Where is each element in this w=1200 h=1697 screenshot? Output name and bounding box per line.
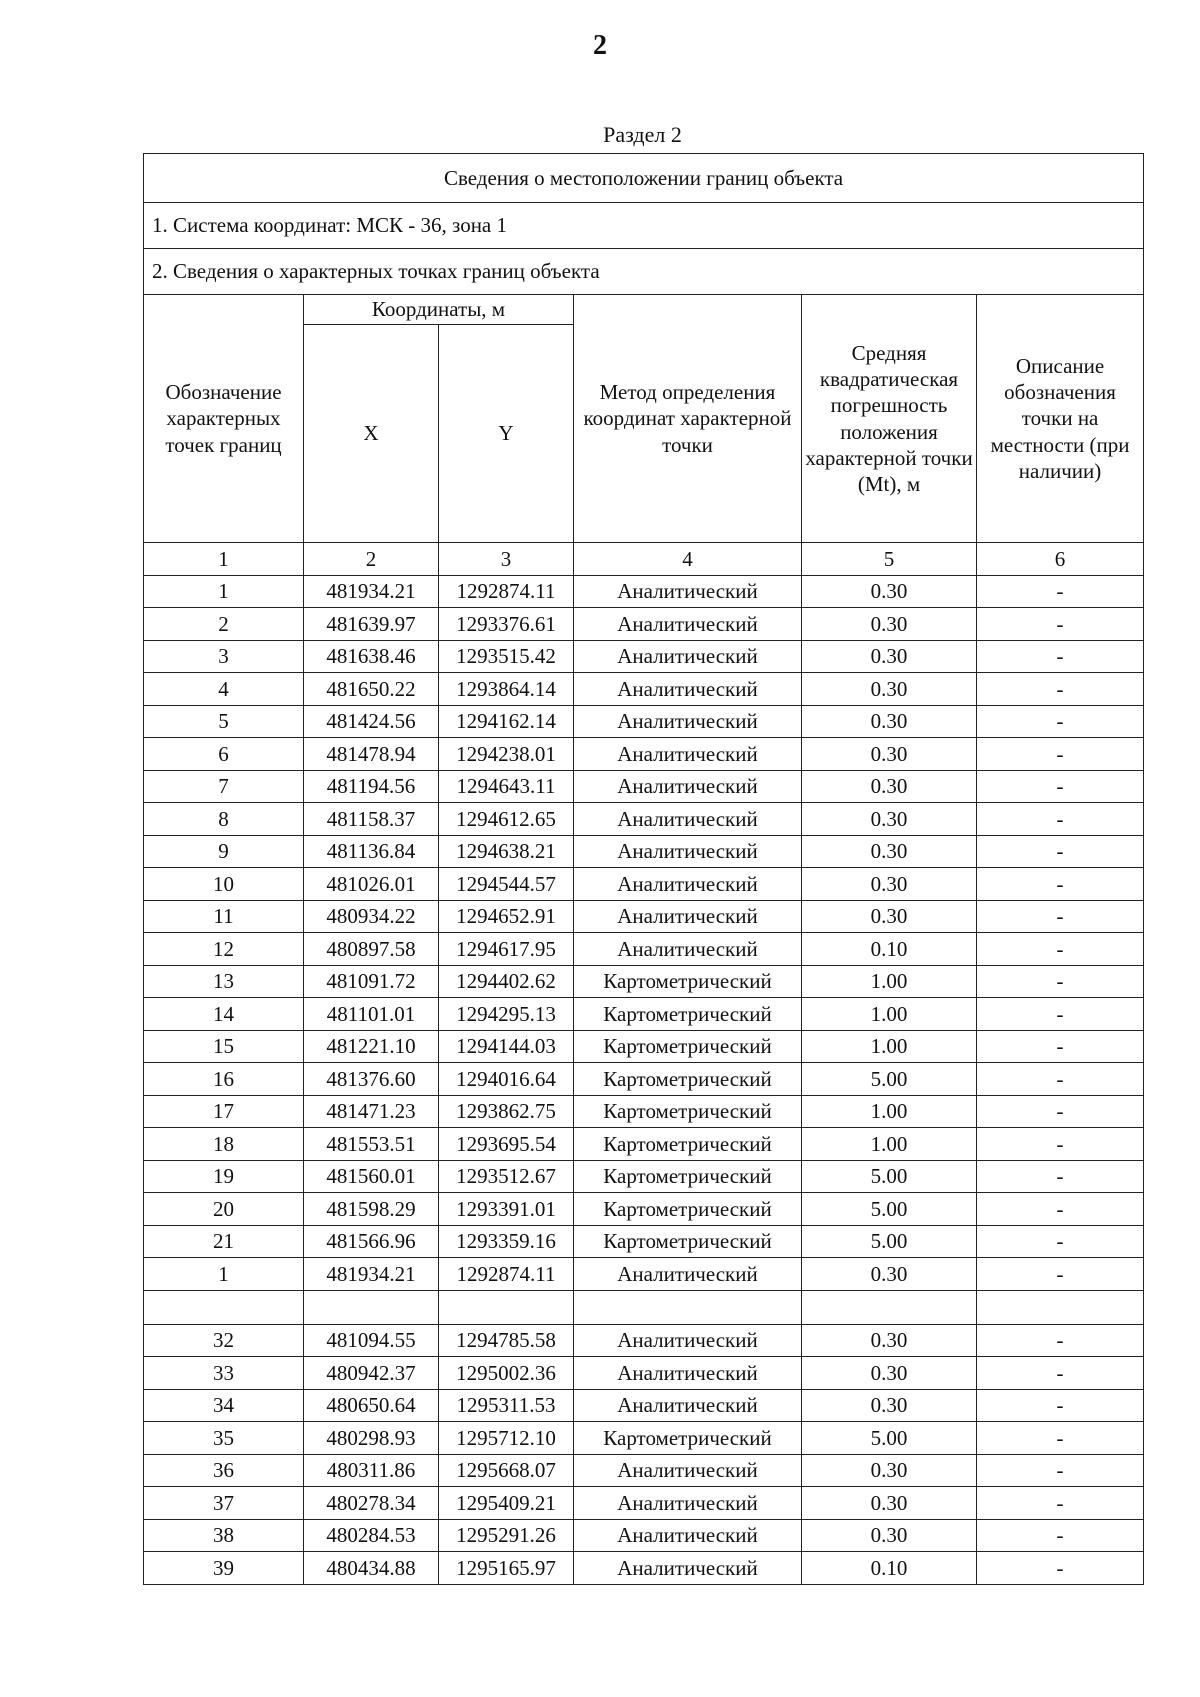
description-cell: - bbox=[977, 1552, 1144, 1585]
coord-y-cell: 1295291.26 bbox=[439, 1519, 574, 1552]
coordinate-system-text: 1. Система координат: МСК - 36, зона 1 bbox=[152, 213, 508, 238]
error-cell: 1.00 bbox=[802, 1128, 977, 1161]
coord-y-cell: 1295712.10 bbox=[439, 1422, 574, 1455]
point-id-cell: 33 bbox=[144, 1357, 304, 1390]
empty-cell bbox=[977, 1290, 1144, 1324]
header-designation: Обозначение характерных точек границ bbox=[144, 295, 304, 543]
separator-row bbox=[144, 1290, 1144, 1324]
description-cell: - bbox=[977, 770, 1144, 803]
coord-y-cell: 1294643.11 bbox=[439, 770, 574, 803]
table-row bbox=[144, 1225, 1144, 1258]
method-cell: Аналитический bbox=[574, 1324, 802, 1357]
error-cell: 0.30 bbox=[802, 640, 977, 673]
description-cell: - bbox=[977, 1063, 1144, 1096]
error-cell: 0.30 bbox=[802, 1389, 977, 1422]
point-id-cell: 32 bbox=[144, 1324, 304, 1357]
coord-y-cell: 1294162.14 bbox=[439, 705, 574, 738]
coord-x-cell: 480434.88 bbox=[304, 1552, 439, 1585]
header-error: Средняя квадратическая погрешность положения характерной точки (Mt), м bbox=[802, 295, 977, 543]
method-cell: Аналитический bbox=[574, 933, 802, 966]
empty-cell bbox=[439, 1290, 574, 1324]
method-cell: Аналитический bbox=[574, 673, 802, 706]
error-cell: 5.00 bbox=[802, 1422, 977, 1455]
coord-x-cell: 481221.10 bbox=[304, 1030, 439, 1063]
table-row bbox=[144, 803, 1144, 836]
description-cell: - bbox=[977, 1422, 1144, 1455]
point-id-cell: 16 bbox=[144, 1063, 304, 1096]
empty-cell bbox=[574, 1290, 802, 1324]
coord-y-cell: 1293359.16 bbox=[439, 1225, 574, 1258]
method-cell: Аналитический bbox=[574, 868, 802, 901]
column-number: 5 bbox=[802, 543, 977, 576]
table-row bbox=[144, 1487, 1144, 1520]
error-cell: 1.00 bbox=[802, 965, 977, 998]
table-row bbox=[144, 575, 1144, 608]
description-cell: - bbox=[977, 705, 1144, 738]
description-cell: - bbox=[977, 673, 1144, 706]
description-cell: - bbox=[977, 640, 1144, 673]
description-cell: - bbox=[977, 803, 1144, 836]
coord-x-cell: 480897.58 bbox=[304, 933, 439, 966]
description-cell: - bbox=[977, 575, 1144, 608]
error-cell: 0.10 bbox=[802, 1552, 977, 1585]
table-row bbox=[144, 868, 1144, 901]
coord-y-cell: 1294652.91 bbox=[439, 900, 574, 933]
error-cell: 0.30 bbox=[802, 608, 977, 641]
coord-x-cell: 480934.22 bbox=[304, 900, 439, 933]
coord-y-cell: 1295311.53 bbox=[439, 1389, 574, 1422]
method-cell: Картометрический bbox=[574, 1160, 802, 1193]
point-id-cell: 34 bbox=[144, 1389, 304, 1422]
table-row bbox=[144, 1324, 1144, 1357]
coord-x-cell: 481639.97 bbox=[304, 608, 439, 641]
method-cell: Картометрический bbox=[574, 1128, 802, 1161]
error-cell: 0.30 bbox=[802, 1324, 977, 1357]
coord-y-cell: 1293376.61 bbox=[439, 608, 574, 641]
coord-y-cell: 1294144.03 bbox=[439, 1030, 574, 1063]
coord-y-cell: 1294638.21 bbox=[439, 835, 574, 868]
coord-x-cell: 481194.56 bbox=[304, 770, 439, 803]
table-row bbox=[144, 900, 1144, 933]
table-row bbox=[144, 1422, 1144, 1455]
table-row bbox=[144, 1552, 1144, 1585]
table-row bbox=[144, 1160, 1144, 1193]
error-cell: 0.30 bbox=[802, 1357, 977, 1390]
error-cell: 1.00 bbox=[802, 1030, 977, 1063]
point-id-cell: 9 bbox=[144, 835, 304, 868]
description-cell: - bbox=[977, 738, 1144, 771]
method-cell: Картометрический bbox=[574, 998, 802, 1031]
method-cell: Аналитический bbox=[574, 608, 802, 641]
description-cell: - bbox=[977, 868, 1144, 901]
table-row bbox=[144, 1193, 1144, 1226]
coord-y-cell: 1293695.54 bbox=[439, 1128, 574, 1161]
coord-x-cell: 481026.01 bbox=[304, 868, 439, 901]
table-row bbox=[144, 933, 1144, 966]
error-cell: 0.30 bbox=[802, 575, 977, 608]
method-cell: Картометрический bbox=[574, 1030, 802, 1063]
coord-x-cell: 481136.84 bbox=[304, 835, 439, 868]
method-cell: Аналитический bbox=[574, 1357, 802, 1390]
error-cell: 0.30 bbox=[802, 900, 977, 933]
point-id-cell: 39 bbox=[144, 1552, 304, 1585]
method-cell: Аналитический bbox=[574, 1258, 802, 1291]
boundary-points-table bbox=[143, 153, 1144, 1585]
point-id-cell: 2 bbox=[144, 608, 304, 641]
method-cell: Аналитический bbox=[574, 1487, 802, 1520]
point-id-cell: 3 bbox=[144, 640, 304, 673]
description-cell: - bbox=[977, 1193, 1144, 1226]
coord-x-cell: 481598.29 bbox=[304, 1193, 439, 1226]
method-cell: Аналитический bbox=[574, 1552, 802, 1585]
coord-x-cell: 481638.46 bbox=[304, 640, 439, 673]
description-cell: - bbox=[977, 1258, 1144, 1291]
coord-y-cell: 1293864.14 bbox=[439, 673, 574, 706]
error-cell: 0.30 bbox=[802, 1519, 977, 1552]
table-row bbox=[144, 1030, 1144, 1063]
description-cell: - bbox=[977, 1160, 1144, 1193]
table-row bbox=[144, 1095, 1144, 1128]
method-cell: Картометрический bbox=[574, 1225, 802, 1258]
coord-x-cell: 480284.53 bbox=[304, 1519, 439, 1552]
point-id-cell: 35 bbox=[144, 1422, 304, 1455]
coord-x-cell: 481553.51 bbox=[304, 1128, 439, 1161]
coord-y-cell: 1294785.58 bbox=[439, 1324, 574, 1357]
point-id-cell: 19 bbox=[144, 1160, 304, 1193]
method-cell: Аналитический bbox=[574, 900, 802, 933]
method-cell: Картометрический bbox=[574, 1422, 802, 1455]
column-number: 6 bbox=[977, 543, 1144, 576]
coord-x-cell: 480942.37 bbox=[304, 1357, 439, 1390]
coord-x-cell: 481478.94 bbox=[304, 738, 439, 771]
empty-cell bbox=[304, 1290, 439, 1324]
description-cell: - bbox=[977, 933, 1144, 966]
error-cell: 0.30 bbox=[802, 803, 977, 836]
column-numbers-row bbox=[144, 543, 1144, 576]
coord-y-cell: 1295002.36 bbox=[439, 1357, 574, 1390]
column-number: 3 bbox=[439, 543, 574, 576]
table-row bbox=[144, 1357, 1144, 1390]
description-cell: - bbox=[977, 998, 1144, 1031]
error-cell: 1.00 bbox=[802, 998, 977, 1031]
empty-cell bbox=[144, 1290, 304, 1324]
point-id-cell: 21 bbox=[144, 1225, 304, 1258]
error-cell: 0.30 bbox=[802, 770, 977, 803]
coord-y-cell: 1293512.67 bbox=[439, 1160, 574, 1193]
table-row bbox=[144, 770, 1144, 803]
method-cell: Аналитический bbox=[574, 770, 802, 803]
section-label: Раздел 2 bbox=[603, 122, 682, 147]
method-cell: Аналитический bbox=[574, 803, 802, 836]
table-row bbox=[144, 738, 1144, 771]
table-row bbox=[144, 1063, 1144, 1096]
error-cell: 0.10 bbox=[802, 933, 977, 966]
error-cell: 0.30 bbox=[802, 1258, 977, 1291]
table-row bbox=[144, 998, 1144, 1031]
coord-y-cell: 1294295.13 bbox=[439, 998, 574, 1031]
description-cell: - bbox=[977, 1128, 1144, 1161]
method-cell: Картометрический bbox=[574, 1063, 802, 1096]
coord-x-cell: 481094.55 bbox=[304, 1324, 439, 1357]
coord-y-cell: 1294612.65 bbox=[439, 803, 574, 836]
coord-y-cell: 1293515.42 bbox=[439, 640, 574, 673]
method-cell: Аналитический bbox=[574, 1519, 802, 1552]
point-id-cell: 1 bbox=[144, 1258, 304, 1291]
description-cell: - bbox=[977, 1487, 1144, 1520]
description-cell: - bbox=[977, 1225, 1144, 1258]
error-cell: 0.30 bbox=[802, 835, 977, 868]
description-cell: - bbox=[977, 1095, 1144, 1128]
coord-y-cell: 1294617.95 bbox=[439, 933, 574, 966]
column-number: 1 bbox=[144, 543, 304, 576]
coord-x-cell: 481566.96 bbox=[304, 1225, 439, 1258]
column-number: 2 bbox=[304, 543, 439, 576]
error-cell: 5.00 bbox=[802, 1225, 977, 1258]
method-cell: Аналитический bbox=[574, 705, 802, 738]
point-id-cell: 12 bbox=[144, 933, 304, 966]
header-x: X bbox=[304, 325, 439, 543]
coord-x-cell: 480278.34 bbox=[304, 1487, 439, 1520]
point-id-cell: 18 bbox=[144, 1128, 304, 1161]
coord-y-cell: 1295165.97 bbox=[439, 1552, 574, 1585]
description-cell: - bbox=[977, 965, 1144, 998]
point-id-cell: 14 bbox=[144, 998, 304, 1031]
description-cell: - bbox=[977, 1357, 1144, 1390]
description-cell: - bbox=[977, 1324, 1144, 1357]
description-cell: - bbox=[977, 1030, 1144, 1063]
description-cell: - bbox=[977, 608, 1144, 641]
header-y: Y bbox=[439, 325, 574, 543]
method-cell: Аналитический bbox=[574, 640, 802, 673]
coord-x-cell: 480650.64 bbox=[304, 1389, 439, 1422]
point-id-cell: 11 bbox=[144, 900, 304, 933]
error-cell: 5.00 bbox=[802, 1193, 977, 1226]
table-row bbox=[144, 673, 1144, 706]
point-id-cell: 1 bbox=[144, 575, 304, 608]
table-row bbox=[144, 608, 1144, 641]
column-number: 4 bbox=[574, 543, 802, 576]
method-cell: Аналитический bbox=[574, 1454, 802, 1487]
table-row bbox=[144, 965, 1144, 998]
coord-x-cell: 480298.93 bbox=[304, 1422, 439, 1455]
coord-x-cell: 481934.21 bbox=[304, 575, 439, 608]
coord-y-cell: 1294544.57 bbox=[439, 868, 574, 901]
description-cell: - bbox=[977, 900, 1144, 933]
point-id-cell: 6 bbox=[144, 738, 304, 771]
coord-y-cell: 1295668.07 bbox=[439, 1454, 574, 1487]
error-cell: 5.00 bbox=[802, 1160, 977, 1193]
description-cell: - bbox=[977, 835, 1144, 868]
table-row bbox=[144, 1258, 1144, 1291]
header-description: Описание обозначения точки на местности (при наличии) bbox=[977, 295, 1144, 543]
error-cell: 0.30 bbox=[802, 705, 977, 738]
coord-y-cell: 1293391.01 bbox=[439, 1193, 574, 1226]
point-id-cell: 36 bbox=[144, 1454, 304, 1487]
coordinate-system-row bbox=[144, 203, 1144, 249]
point-id-cell: 38 bbox=[144, 1519, 304, 1552]
table-row bbox=[144, 640, 1144, 673]
description-cell: - bbox=[977, 1389, 1144, 1422]
table-row bbox=[144, 1519, 1144, 1552]
error-cell: 0.30 bbox=[802, 673, 977, 706]
coord-x-cell: 481934.21 bbox=[304, 1258, 439, 1291]
description-cell: - bbox=[977, 1454, 1144, 1487]
coord-x-cell: 480311.86 bbox=[304, 1454, 439, 1487]
coord-y-cell: 1295409.21 bbox=[439, 1487, 574, 1520]
coord-y-cell: 1294238.01 bbox=[439, 738, 574, 771]
table-row bbox=[144, 705, 1144, 738]
points-heading-row bbox=[144, 249, 1144, 295]
coord-x-cell: 481560.01 bbox=[304, 1160, 439, 1193]
empty-cell bbox=[802, 1290, 977, 1324]
coord-x-cell: 481424.56 bbox=[304, 705, 439, 738]
table-row bbox=[144, 835, 1144, 868]
error-cell: 0.30 bbox=[802, 1454, 977, 1487]
point-id-cell: 8 bbox=[144, 803, 304, 836]
table-row bbox=[144, 1454, 1144, 1487]
coord-y-cell: 1294016.64 bbox=[439, 1063, 574, 1096]
description-cell: - bbox=[977, 1519, 1144, 1552]
coord-y-cell: 1293862.75 bbox=[439, 1095, 574, 1128]
coord-x-cell: 481650.22 bbox=[304, 673, 439, 706]
point-id-cell: 20 bbox=[144, 1193, 304, 1226]
coord-x-cell: 481101.01 bbox=[304, 998, 439, 1031]
error-cell: 5.00 bbox=[802, 1063, 977, 1096]
table-title: Сведения о местоположении границ объекта bbox=[144, 154, 1144, 203]
error-cell: 0.30 bbox=[802, 1487, 977, 1520]
coord-x-cell: 481091.72 bbox=[304, 965, 439, 998]
method-cell: Аналитический bbox=[574, 575, 802, 608]
point-id-cell: 5 bbox=[144, 705, 304, 738]
page-number: 2 bbox=[593, 30, 607, 61]
table-row bbox=[144, 1128, 1144, 1161]
point-id-cell: 13 bbox=[144, 965, 304, 998]
coord-x-cell: 481376.60 bbox=[304, 1063, 439, 1096]
header-method: Метод определения координат характерной точки bbox=[574, 295, 802, 543]
error-cell: 1.00 bbox=[802, 1095, 977, 1128]
method-cell: Аналитический bbox=[574, 835, 802, 868]
method-cell: Картометрический bbox=[574, 965, 802, 998]
point-id-cell: 37 bbox=[144, 1487, 304, 1520]
coord-y-cell: 1294402.62 bbox=[439, 965, 574, 998]
coord-x-cell: 481471.23 bbox=[304, 1095, 439, 1128]
method-cell: Картометрический bbox=[574, 1193, 802, 1226]
method-cell: Аналитический bbox=[574, 1389, 802, 1422]
method-cell: Картометрический bbox=[574, 1095, 802, 1128]
point-id-cell: 7 bbox=[144, 770, 304, 803]
coord-y-cell: 1292874.11 bbox=[439, 1258, 574, 1291]
points-heading-text: 2. Сведения о характерных точках границ объекта bbox=[152, 259, 600, 284]
point-id-cell: 17 bbox=[144, 1095, 304, 1128]
coord-x-cell: 481158.37 bbox=[304, 803, 439, 836]
method-cell: Аналитический bbox=[574, 738, 802, 771]
point-id-cell: 10 bbox=[144, 868, 304, 901]
point-id-cell: 4 bbox=[144, 673, 304, 706]
error-cell: 0.30 bbox=[802, 868, 977, 901]
error-cell: 0.30 bbox=[802, 738, 977, 771]
coord-y-cell: 1292874.11 bbox=[439, 575, 574, 608]
point-id-cell: 15 bbox=[144, 1030, 304, 1063]
header-coordinates: Координаты, м bbox=[304, 295, 574, 325]
table-row bbox=[144, 1389, 1144, 1422]
